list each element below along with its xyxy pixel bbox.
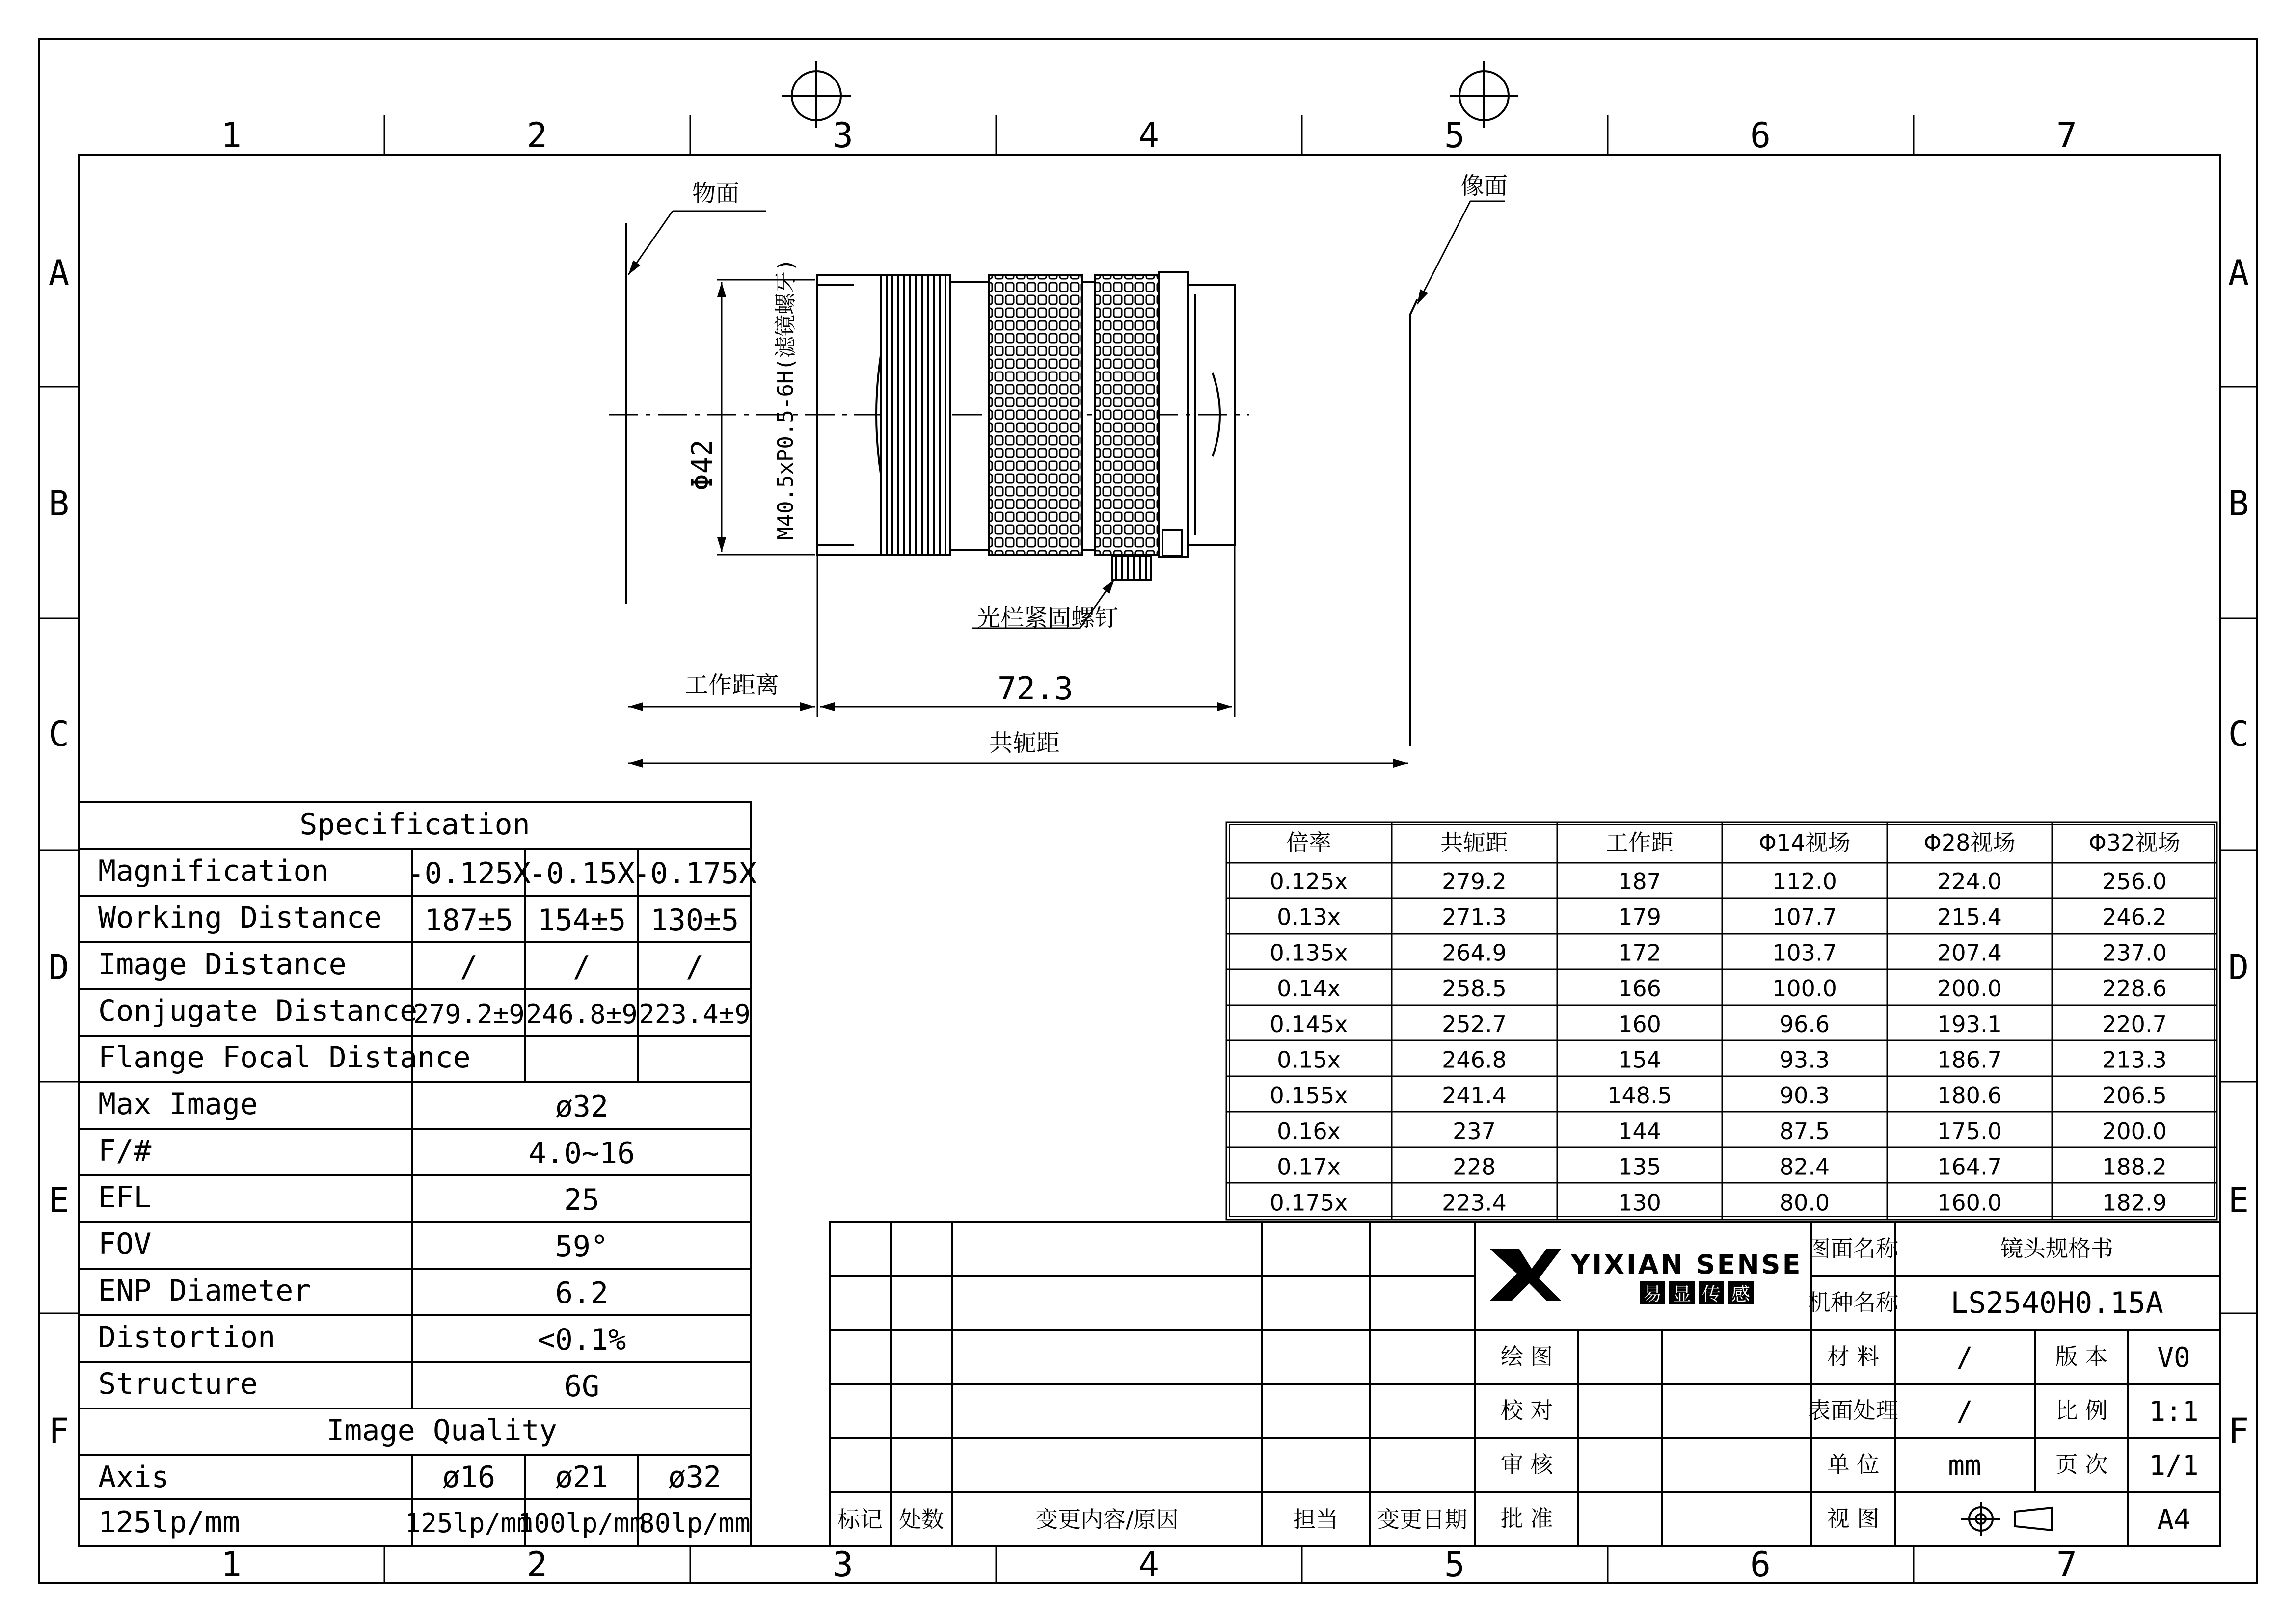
mag-cell-r4-c0: 0.145x: [1270, 1010, 1348, 1037]
row-label-B-right: B: [2228, 483, 2249, 524]
mag-cell-r9-c0: 0.175x: [1270, 1189, 1348, 1216]
spec-cd-2: 246.8±9: [526, 999, 638, 1030]
version-label: 版 本: [2055, 1343, 2108, 1370]
mag-cell-r7-c0: 0.16x: [1277, 1117, 1341, 1144]
row-label-D-right: D: [2228, 947, 2249, 987]
mag-cell-r6-c1: 241.4: [1442, 1082, 1507, 1109]
spec-cd-1: 279.2±9: [413, 999, 525, 1030]
mag-header-3: Φ14视场: [1758, 829, 1851, 856]
mag-cell-r8-c4: 164.7: [1937, 1153, 2002, 1180]
mag-cell-r0-c2: 187: [1618, 868, 1661, 895]
mag-cell-r1-c5: 246.2: [2102, 904, 2167, 931]
quality-axis-1: ø16: [442, 1460, 496, 1494]
mag-cell-r6-c5: 206.5: [2102, 1082, 2167, 1109]
spec-label-f: F/#: [98, 1134, 152, 1168]
model-label: 机种名称: [1808, 1289, 1898, 1316]
mag-cell-r5-c3: 93.3: [1779, 1046, 1830, 1073]
mag-cell-r2-c4: 207.4: [1937, 939, 2002, 966]
col-label-1-top: 1: [220, 115, 242, 156]
spec-mag-2: -0.15X: [528, 856, 635, 891]
row-label-F-right: F: [2228, 1411, 2249, 1451]
version-value: V0: [2157, 1342, 2190, 1374]
mag-cell-r2-c1: 264.9: [1442, 939, 1507, 966]
col-label-3-bottom: 3: [832, 1544, 854, 1585]
mag-cell-r4-c4: 193.1: [1937, 1010, 2002, 1037]
review-label: 审 核: [1500, 1451, 1553, 1478]
quality-title: Image Quality: [326, 1413, 557, 1448]
mag-cell-r9-c2: 130: [1618, 1189, 1661, 1216]
mag-cell-r9-c1: 223.4: [1442, 1189, 1507, 1216]
material-label: 材 料: [1827, 1343, 1880, 1370]
spec-label-structure: Structure: [98, 1367, 258, 1401]
mag-header-1: 共轭距: [1440, 829, 1508, 856]
col-label-5-top: 5: [1444, 115, 1465, 156]
spec-id-3: /: [685, 950, 704, 984]
col-label-4-bottom: 4: [1138, 1544, 1160, 1585]
mag-cell-r5-c0: 0.15x: [1277, 1046, 1341, 1073]
page-label: 页 次: [2055, 1451, 2108, 1478]
spec-fov: 59°: [555, 1229, 609, 1264]
spec-max-image: ø32: [555, 1090, 609, 1124]
row-label-C-left: C: [48, 714, 70, 754]
col-label-7-top: 7: [2056, 115, 2078, 156]
logo-x-icon: [1490, 1249, 1561, 1301]
row-label-F-left: F: [48, 1411, 70, 1451]
mag-cell-r6-c0: 0.155x: [1270, 1082, 1348, 1109]
quality-axis-2: ø21: [555, 1460, 609, 1494]
model-name: LS2540H0.15A: [1950, 1286, 2163, 1320]
lens-outline: [609, 223, 1417, 746]
mag-cell-r9-c5: 182.9: [2102, 1189, 2167, 1216]
mag-cell-r4-c3: 96.6: [1779, 1010, 1830, 1037]
col-label-4-top: 4: [1138, 115, 1160, 156]
approve-label: 批 准: [1500, 1505, 1553, 1532]
mag-cell-r2-c3: 103.7: [1772, 939, 1837, 966]
projection-symbol-icon: [1961, 1502, 2052, 1536]
mag-cell-r5-c2: 154: [1618, 1046, 1661, 1073]
magnification-table: [1226, 822, 2217, 1220]
view-label: 视 图: [1827, 1505, 1880, 1532]
spec-id-1: /: [459, 950, 478, 984]
image-plane-label: 像面: [1460, 172, 1508, 200]
mag-cell-r1-c1: 271.3: [1442, 904, 1507, 931]
mag-cell-r0-c5: 256.0: [2102, 868, 2167, 895]
rev-header-owner: 担当: [1293, 1506, 1338, 1533]
row-label-A-right: A: [2228, 253, 2249, 293]
mag-cell-r3-c2: 166: [1618, 975, 1661, 1002]
check-label: 校 对: [1500, 1397, 1553, 1424]
mag-header-5: Φ32视场: [2088, 829, 2181, 856]
mag-cell-r6-c3: 90.3: [1779, 1082, 1830, 1109]
spec-f: 4.0~16: [528, 1136, 635, 1170]
spec-title: Specification: [299, 807, 530, 842]
col-label-7-bottom: 7: [2056, 1544, 2078, 1585]
company-cn-4: 感: [1731, 1283, 1751, 1305]
spec-distortion: <0.1%: [537, 1323, 626, 1357]
rev-header-content: 变更内容/原因: [1035, 1506, 1179, 1533]
col-label-3-top: 3: [832, 115, 854, 156]
conjugate-label: 共轭距: [989, 729, 1060, 757]
spec-efl: 25: [564, 1183, 600, 1217]
thread-label: M40.5xP0.5-6H(滤镜螺牙): [773, 258, 798, 540]
mag-header-2: 工作距: [1606, 829, 1674, 856]
mag-cell-r2-c5: 237.0: [2102, 939, 2167, 966]
company-name-en: YIXIAN SENSE: [1571, 1249, 1803, 1280]
spec-mag-1: -0.125X: [406, 856, 531, 891]
mag-cell-r7-c3: 87.5: [1779, 1117, 1830, 1144]
mag-cell-r8-c1: 228: [1453, 1153, 1496, 1180]
drawing-name-label: 图面名称: [1808, 1235, 1898, 1262]
mag-cell-r7-c4: 175.0: [1937, 1117, 2002, 1144]
spec-wd-1: 187±5: [424, 903, 513, 937]
mag-cell-r3-c4: 200.0: [1937, 975, 2002, 1002]
col-label-2-bottom: 2: [526, 1544, 548, 1585]
mag-cell-r1-c3: 107.7: [1772, 904, 1837, 931]
magnification-table-text: [1286, 829, 2180, 856]
row-label-B-left: B: [48, 483, 70, 524]
company-logo: [1490, 1249, 1802, 1305]
mag-cell-r0-c1: 279.2: [1442, 868, 1507, 895]
mag-cell-r9-c3: 80.0: [1779, 1189, 1830, 1216]
draw-label: 绘 图: [1500, 1343, 1553, 1370]
spec-table-text: [98, 807, 756, 1540]
mag-cell-r5-c1: 246.8: [1442, 1046, 1507, 1073]
company-cn-3: 传: [1702, 1283, 1721, 1305]
length-dimension: 72.3: [998, 671, 1074, 707]
spec-label-magnification: Magnification: [98, 854, 329, 888]
spec-mag-3: -0.175X: [632, 856, 757, 891]
quality-lp-label: 125lp/mm: [98, 1505, 240, 1540]
mag-cell-r0-c4: 224.0: [1937, 868, 2002, 895]
mag-cell-r8-c0: 0.17x: [1277, 1153, 1341, 1180]
mag-header-4: Φ28视场: [1923, 829, 2016, 856]
company-cn-2: 显: [1672, 1283, 1692, 1305]
material-value: /: [1956, 1342, 1973, 1374]
spec-structure: 6G: [564, 1369, 600, 1404]
col-label-6-top: 6: [1750, 115, 1771, 156]
mag-cell-r6-c4: 180.6: [1937, 1082, 2002, 1109]
mag-cell-r1-c2: 179: [1618, 904, 1661, 931]
spec-wd-2: 154±5: [537, 903, 626, 937]
spec-id-2: /: [572, 950, 591, 984]
row-label-C-right: C: [2228, 714, 2249, 754]
working-distance-label: 工作距离: [685, 671, 780, 699]
rev-header-date: 变更日期: [1377, 1506, 1467, 1533]
spec-enp: 6.2: [555, 1276, 609, 1310]
diameter-label: Φ42: [685, 439, 719, 491]
surface-label: 表面处理: [1808, 1397, 1898, 1424]
rev-header-mark: 标记: [837, 1506, 883, 1533]
spec-label-working-distance: Working Distance: [98, 901, 382, 935]
iris-screw-label: 光栏紧固螺钉: [977, 604, 1119, 632]
mag-cell-r6-c2: 148.5: [1607, 1082, 1672, 1109]
quality-lp-1: 125lp/mm: [405, 1508, 533, 1539]
magnification-table-rows: [1270, 868, 2167, 1216]
mag-cell-r4-c1: 252.7: [1442, 1010, 1507, 1037]
page-value: 1/1: [2149, 1450, 2199, 1482]
spec-label-fov: FOV: [98, 1227, 152, 1261]
row-label-A-left: A: [48, 253, 70, 293]
mag-cell-r2-c0: 0.135x: [1270, 939, 1348, 966]
quality-axis-label: Axis: [98, 1460, 169, 1494]
quality-axis-3: ø32: [668, 1460, 722, 1494]
row-label-E-right: E: [2228, 1180, 2249, 1221]
row-label-D-left: D: [48, 947, 70, 987]
col-label-6-bottom: 6: [1750, 1544, 1771, 1585]
scale-value: 1:1: [2149, 1396, 2199, 1428]
mag-cell-r5-c5: 213.3: [2102, 1046, 2167, 1073]
mag-cell-r8-c3: 82.4: [1779, 1153, 1830, 1180]
mag-cell-r7-c1: 237: [1453, 1117, 1496, 1144]
sheet-size: A4: [2157, 1504, 2190, 1536]
mag-cell-r2-c2: 172: [1618, 939, 1661, 966]
unit-label: 单 位: [1827, 1451, 1880, 1478]
scale-label: 比 例: [2055, 1397, 2108, 1424]
mag-cell-r7-c5: 200.0: [2102, 1117, 2167, 1144]
mag-cell-r9-c4: 160.0: [1937, 1189, 2002, 1216]
spec-label-efl: EFL: [98, 1180, 152, 1215]
spec-label-flange: Flange Focal Distance: [98, 1040, 471, 1075]
spec-label-enp: ENP Diameter: [98, 1274, 311, 1308]
mag-cell-r3-c1: 258.5: [1442, 975, 1507, 1002]
drawing-name: 镜头规格书: [2000, 1235, 2113, 1262]
spec-cd-3: 223.4±9: [639, 999, 751, 1030]
unit-value: mm: [1948, 1450, 1981, 1482]
mag-cell-r7-c2: 144: [1618, 1117, 1661, 1144]
mag-cell-r8-c2: 135: [1618, 1153, 1661, 1180]
col-label-2-top: 2: [526, 115, 548, 156]
quality-lp-2: 100lp/mm: [517, 1508, 646, 1539]
row-label-E-left: E: [48, 1180, 70, 1221]
mag-cell-r0-c3: 112.0: [1772, 868, 1837, 895]
spec-label-conjugate: Conjugate Distance: [98, 994, 418, 1028]
col-label-5-bottom: 5: [1444, 1544, 1465, 1585]
mag-cell-r1-c4: 215.4: [1937, 904, 2002, 931]
spec-label-max-image: Max Image: [98, 1087, 258, 1121]
spec-wd-3: 130±5: [650, 903, 739, 937]
mag-cell-r0-c0: 0.125x: [1270, 868, 1348, 895]
object-plane-label: 物面: [692, 180, 740, 207]
mag-cell-r1-c0: 0.13x: [1277, 904, 1341, 931]
quality-lp-3: 80lp/mm: [639, 1508, 751, 1539]
mag-header-0: 倍率: [1286, 829, 1331, 856]
mag-cell-r8-c5: 188.2: [2102, 1153, 2167, 1180]
mag-cell-r4-c5: 220.7: [2102, 1010, 2167, 1037]
mag-cell-r5-c4: 186.7: [1937, 1046, 2002, 1073]
surface-value: /: [1956, 1396, 1973, 1428]
col-label-1-bottom: 1: [220, 1544, 242, 1585]
mag-cell-r3-c5: 228.6: [2102, 975, 2167, 1002]
mag-cell-r3-c3: 100.0: [1772, 975, 1837, 1002]
spec-label-distortion: Distortion: [98, 1320, 276, 1355]
rev-header-count: 处数: [899, 1506, 944, 1533]
spec-label-image-distance: Image Distance: [98, 947, 347, 982]
mag-cell-r4-c2: 160: [1618, 1010, 1661, 1037]
company-cn-1: 易: [1643, 1283, 1662, 1305]
mag-cell-r3-c0: 0.14x: [1277, 975, 1341, 1002]
